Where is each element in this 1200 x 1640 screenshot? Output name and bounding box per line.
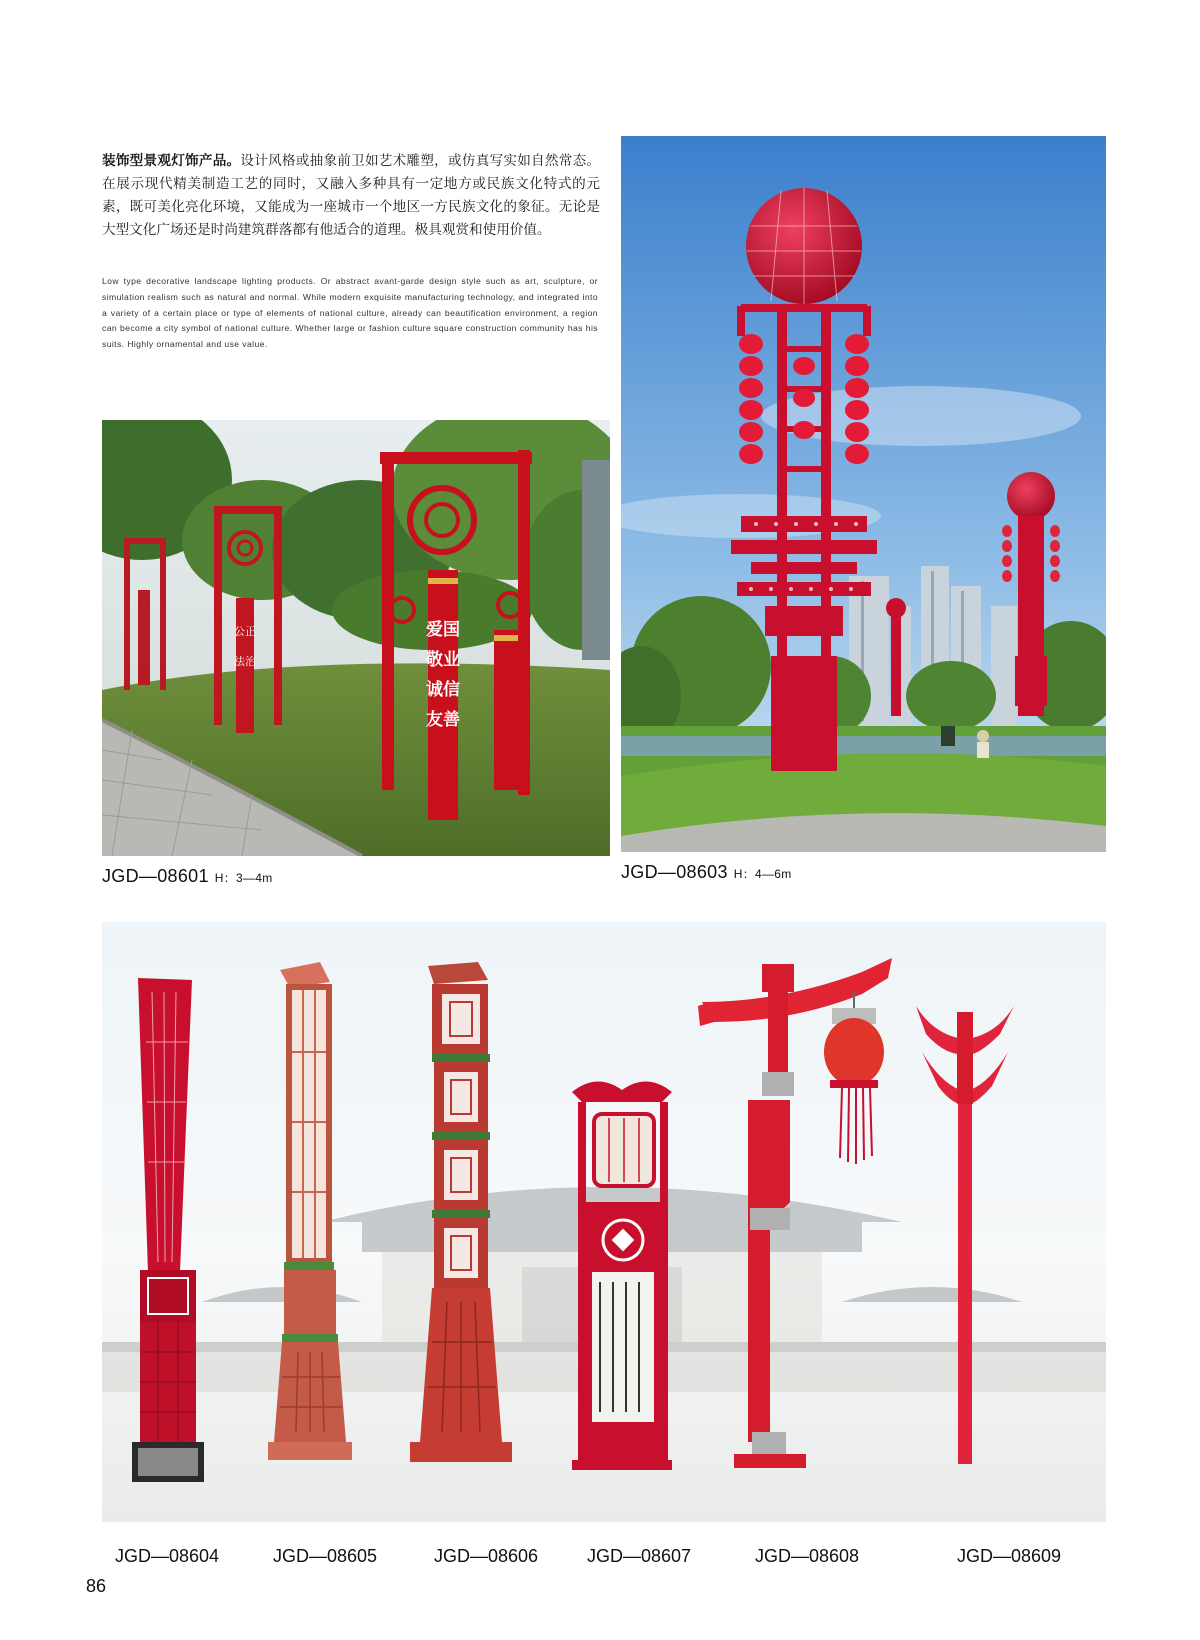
gate1-sign-text-4: 友善 (426, 710, 460, 730)
photo1-height: H：3—4m (214, 871, 273, 885)
photo2-height: H：4—6m (733, 867, 792, 881)
product-showcase-panel (102, 922, 1106, 1522)
gate2-sign-text-1: 公正 (234, 625, 256, 638)
photo-chinese-knot-gates (102, 420, 610, 856)
product-label-08605: JGD—08605 (272, 1546, 378, 1566)
photo-lantern-tower (621, 136, 1106, 852)
page-number: 86 (86, 1576, 107, 1596)
product-label-08604: JGD—08604 (114, 1546, 220, 1566)
product-lamps-illustration (102, 922, 1106, 1522)
product-label-08607: JGD—08607 (586, 1546, 692, 1566)
photo2-code: JGD—08603 (621, 862, 728, 882)
gate1-sign-text-1: 爱国 (426, 620, 460, 640)
photo1-code: JGD—08601 (102, 866, 209, 886)
lamp-08609 (916, 1006, 1014, 1464)
product-label-08608: JGD—08608 (754, 1546, 860, 1566)
photo1-caption (102, 866, 273, 887)
lamp-08607 (572, 1081, 672, 1470)
intro-english-text: Low type decorative landscape lighting products. Or abstract avant-garde design style such as art, sculpture, or simulation realism such as natural and normal. While modern exquisite manufacturing technology, and integrated into a variety of a certain place or type of elements of national culture, already can beautification environment, a region can become a city symbol of national culture. Whether large or fashion culture square construction community has his suits. Highly ornamental and use value. (102, 276, 598, 350)
intro-chinese-text (102, 150, 600, 242)
product-label-08609: JGD—08609 (956, 1546, 1062, 1566)
intro-lead: 装饰型景观灯饰产品。 (102, 153, 241, 169)
photo2-caption (621, 862, 792, 883)
gate2-sign-text-2: 法治 (234, 655, 256, 668)
intro-body: 设计风格或抽象前卫如艺术雕塑，或仿真写实如自然常态。在展示现代精美制造工艺的同时，又融入多种具有一定地方或民族文化特式的元素，既可美化亮化环境，又能成为一座城市一个地区一方民族文化的象征。无论是大型文化广场还是时尚建筑群落都有他适合的道理。极具观赏和使用价值。 (102, 153, 601, 238)
lantern-tower-illustration (621, 136, 1106, 852)
lamp-08605 (268, 962, 352, 1460)
lamp-08604 (132, 978, 204, 1482)
gate1-sign-text-3: 诚信 (426, 680, 460, 700)
product-label-08606: JGD—08606 (433, 1546, 539, 1566)
knot-gates-illustration (102, 420, 610, 856)
gate1-sign-text-2: 敬业 (426, 650, 460, 670)
